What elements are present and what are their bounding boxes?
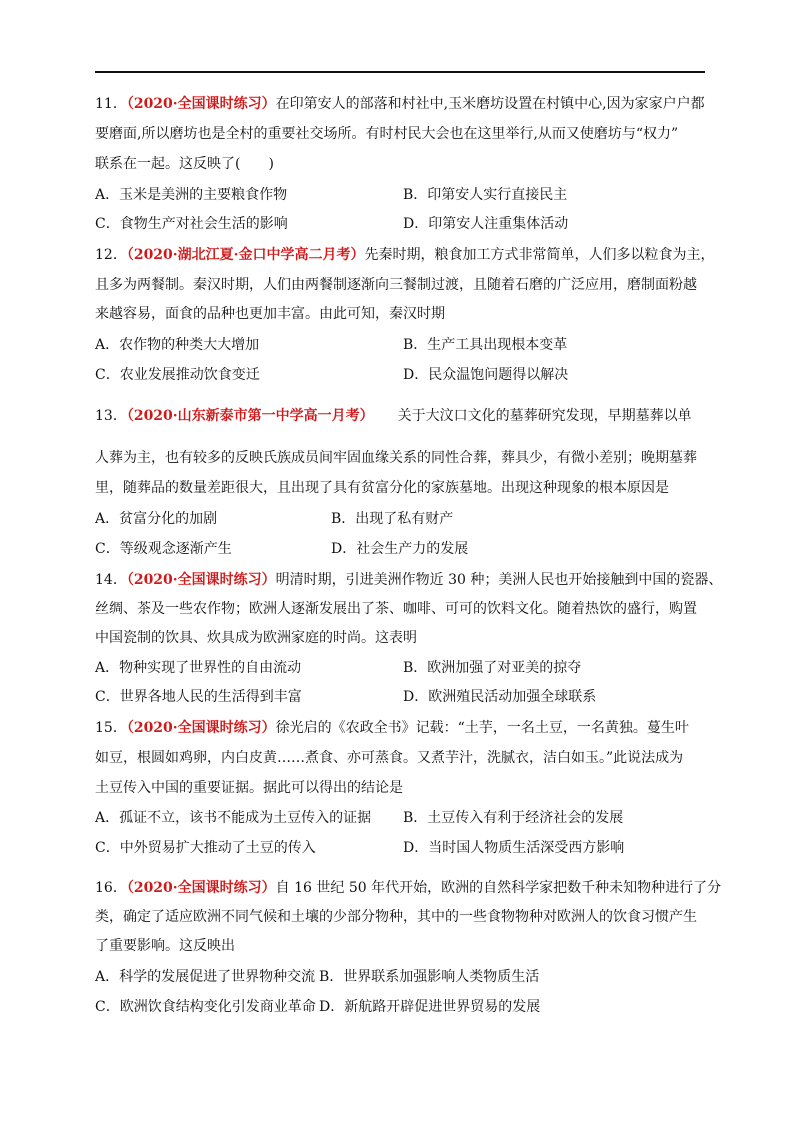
option-a: A．农作物的种类大大增加 [95,337,260,353]
question-first-line [95,94,705,114]
question-source: （2020·全国课时练习） [126,572,276,588]
question-text-line: 来越容易，面食的品种也更加丰富。由此可知，秦汉时期 [95,306,445,322]
question-number: 13． [95,408,127,424]
question-first-line [95,718,689,738]
question-text-line: 明清时期，引进美洲作物近 30 种；美洲人民也开始接触到中国的瓷器、 [275,572,723,588]
question-text-line: 土豆传入中国的重要证据。据此可以得出的结论是 [95,780,403,796]
option-d: D．当时国人物质生活深受西方影响 [403,840,625,856]
option-a: A．玉米是美洲的主要粮食作物 [95,187,288,203]
question-text-line: 在印第安人的部落和村社中,玉米磨坊设置在村镇中心,因为家家户户都 [275,96,705,112]
question-text-line: 如豆，根圆如鸡卵，内白皮黄……煮食、亦可蒸食。又煮芋汁，洗腻衣，洁白如玉。”此说法成为 [95,750,684,766]
option-b: B．欧洲加强了对亚美的掠夺 [403,660,582,676]
question-text-line: 关于大汶口文化的墓葬研究发现，早期墓葬以单 [397,408,692,424]
question-number: 16． [95,880,127,896]
question-source: （2020·湖北江夏·金口中学高二月考） [126,247,365,263]
question-number: 14． [95,572,127,588]
question-text-line: 要磨面,所以磨坊也是全村的重要社交场所。有时村民大会也在这里举行,从而又使磨坊与“权力” [95,126,679,142]
question-number: 12． [95,247,127,263]
option-d: D．新航路开辟促进世界贸易的发展 [319,999,541,1015]
question-text-line: 先秦时期，粮食加工方式非常简单，人们多以粒食为主， [364,247,715,263]
option-c: C．等级观念逐渐产生 [95,541,232,557]
question-source: （2020·全国课时练习） [126,720,276,736]
option-d: D．印第安人注重集体活动 [403,216,569,232]
question-text-line: 了重要影响。这反映出 [95,938,235,954]
question-text-line: 里，随葬品的数量差距很大，且出现了具有贫富分化的家族墓地。出现这种现象的根本原因是 [95,480,669,496]
header-rule [95,71,705,73]
question-source: （2020·山东新泰市第一中学高一月考） [126,408,374,424]
option-b: B．印第安人实行直接民主 [403,187,568,203]
question-first-line [95,245,715,265]
question-text-line: 人葬为主，也有较多的反映氏族成员间牢固血缘关系的同性合葬，葬具少，有微小差别；晚期墓葬 [95,450,697,466]
question-number: 15． [95,720,127,736]
question-first-line [95,406,692,426]
option-a: A．物种实现了世界性的自由流动 [95,660,302,676]
option-c: C．欧洲饮食结构变化引发商业革命 [95,999,316,1015]
question-text-line: 自 16 世纪 50 年代开始，欧洲的自然科学家把数千种未知物种进行了分 [275,880,722,896]
option-b: B．土豆传入有利于经济社会的发展 [403,810,624,826]
question-text-line: 且多为两餐制。秦汉时期，人们由两餐制逐渐向三餐制过渡，且随着石磨的广泛应用，磨制面粉越 [95,277,697,293]
question-text-line: 类，确定了适应欧洲不同气候和土壤的少部分物种，其中的一些食物物种对欧洲人的饮食习惯产生 [95,909,697,925]
question-text-line: 中国瓷制的饮具、炊具成为欧洲家庭的时尚。这表明 [95,630,417,646]
option-c: C．农业发展推动饮食变迁 [95,367,260,383]
option-d: D．欧洲殖民活动加强全球联系 [403,689,597,705]
option-b: B．出现了私有财产 [331,511,454,527]
question-first-line [95,878,721,898]
option-c: C．食物生产对社会生活的影响 [95,216,288,232]
question-text-line: 联系在一起。这反映了( ) [95,156,274,172]
question-source: （2020·全国课时练习） [126,880,276,896]
option-d: D．社会生产力的发展 [331,541,469,557]
option-b: B．世界联系加强影响人类物质生活 [319,969,540,985]
question-number: 11． [95,96,127,112]
option-c: C．中外贸易扩大推动了土豆的传入 [95,840,316,856]
option-a: A．孤证不立，该书不能成为土豆传入的证据 [95,810,372,826]
question-first-line [95,570,722,590]
question-text-line: 丝绸、茶及一些农作物；欧洲人逐渐发展出了茶、咖啡、可可的饮料文化。随着热饮的盛行，购置 [95,601,697,617]
option-b: B．生产工具出现根本变革 [403,337,568,353]
option-d: D．民众温饱问题得以解决 [403,367,569,383]
question-source: （2020·全国课时练习） [126,96,276,112]
option-a: A．科学的发展促进了世界物种交流 [95,969,316,985]
option-c: C．世界各地人民的生活得到丰富 [95,689,302,705]
option-a: A．贫富分化的加剧 [95,511,218,527]
question-text-line: 徐光启的《农政全书》记载：“土芋，一名土豆，一名黄独。蔓生叶 [275,720,689,736]
